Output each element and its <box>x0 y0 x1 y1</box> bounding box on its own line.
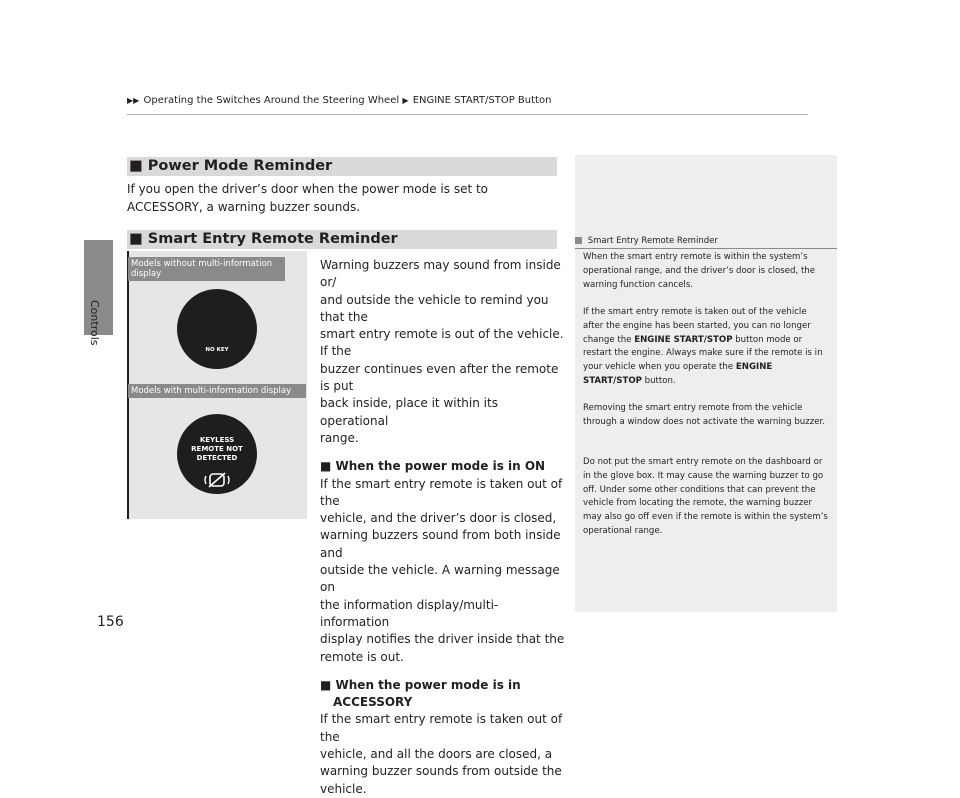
page-number: 156 <box>97 614 124 630</box>
square-bullet-icon: ■ <box>320 677 332 692</box>
breadcrumb <box>127 95 551 106</box>
label-with-mid: Models with multi-information display <box>128 384 306 398</box>
remote-key-icon <box>204 472 230 488</box>
power-mode-text: If you open the driver’s door when the power mode is set to ACCESSORY, a warning buzzer sounds. <box>127 182 489 214</box>
sidebar-paragraph: When the smart entry remote is within the system’s operational range, and the driver’s door is closed, the warning function cancels. <box>583 252 816 290</box>
sidebar-title: Smart Entry Remote Reminder <box>575 236 718 246</box>
keyless-message: KEYLESS REMOTE NOT DETECTED <box>191 436 243 462</box>
label-without-mid: Models without multi-information display <box>128 257 285 281</box>
sidebar-paragraph: If the smart entry remote is taken out of the vehicle after the engine has been started, you can no longer change the ENGINE START/STOP button mode or restart the engine. Always make sure if the remote is in your vehicle when you operate the ENGINE START/STOP button. <box>583 307 823 386</box>
sidebar-paragraph: Do not put the smart entry remote on the dashboard or in the glove box. It may cause the warning buzzer to go off. Under some other conditions that can prevent the vehicle from locating the remote, the warning buzzer may also go off even if the remote is within the system’s operational range. <box>583 457 828 536</box>
no-key-text: NO KEY <box>205 347 229 353</box>
no-key-display <box>177 289 257 369</box>
sidebar-paragraph: Removing the smart entry remote from the vehicle through a window does not activate the warning buzzer. <box>583 403 826 427</box>
breadcrumb-arrow-icon: ▶▶ <box>127 96 140 105</box>
breadcrumb-item: Operating the Switches Around the Steering Wheel <box>143 95 400 106</box>
subheading-accessory: ■ When the power mode is in <box>320 677 521 692</box>
note-marker-icon <box>575 237 582 244</box>
section-heading-smart-entry: ■ Smart Entry Remote Reminder <box>127 230 557 249</box>
chapter-label: Controls <box>88 300 101 346</box>
smart-entry-body: Warning buzzers may sound from inside or/ and outside the vehicle to remind you that the smart entry remote is out of the vehicle. If the buzzer continues even after the remote is put back inside, place it within its operational range. ■ When the power mode is in ON If the smart entry remote is taken out of the vehicle, and the driver’s door is closed, warning buzzers sound from both inside and outside the vehicle. A warning message on the information display/multi-information display notifies the driver inside that the remote is out. ■ When the power mode is in ACCESSORY If the smart entry remote is taken out of the vehicle, and all the doors are closed, a warning buzzer sounds from outside the vehicle. <box>320 258 565 796</box>
header-divider <box>127 114 808 115</box>
subheading-on: ■ When the power mode is in ON <box>320 459 546 474</box>
sidebar-divider <box>575 248 837 249</box>
breadcrumb-arrow-icon: ▶ <box>402 96 409 105</box>
square-bullet-icon: ■ <box>129 231 143 247</box>
square-bullet-icon: ■ <box>320 459 332 474</box>
display-illustration <box>127 251 307 519</box>
square-bullet-icon: ■ <box>129 158 143 174</box>
section-heading-power-mode: ■ Power Mode Reminder <box>127 157 557 176</box>
breadcrumb-item: ENGINE START/STOP Button <box>412 95 552 106</box>
